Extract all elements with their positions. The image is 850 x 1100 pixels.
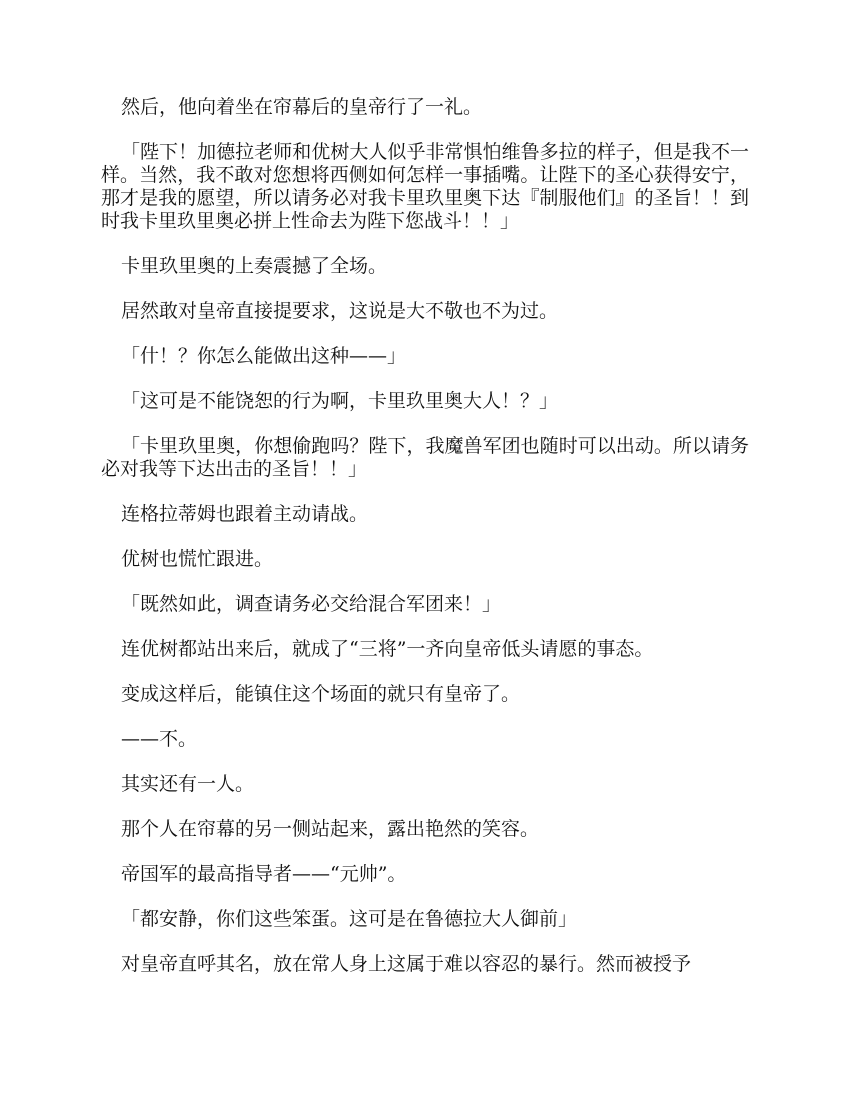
paragraph: 「这可是不能饶恕的行为啊，卡里玖里奥大人！？」: [121, 390, 559, 412]
paragraph: 然后，他向着坐在帘幕后的皇帝行了一礼。: [121, 96, 483, 118]
paragraph: 「陛下！加德拉老师和优树大人似乎非常惧怕维鲁多拉的样子，但是我不一样。当然，我不敢对您想将西侧如何怎样一事插嘴。让陛下的圣心获得安宁，那才是我的愿望，所以请务必对我卡里玖里奥下达『制服他们』的圣旨！！到时我卡里玖里奥必拼上性命去为陛下您战斗！！」: [101, 141, 749, 232]
paragraph: 「卡里玖里奥，你想偷跑吗？陛下，我魔兽军团也随时可以出动。所以请务必对我等下达出击的圣旨！！」: [101, 435, 749, 480]
paragraph: 居然敢对皇帝直接提要求，这说是大不敬也不为过。: [121, 300, 559, 322]
body-text: [101, 96, 749, 998]
paragraph: 「都安静，你们这些笨蛋。这可是在鲁德拉大人御前」: [121, 908, 578, 930]
paragraph: 变成这样后，能镇住这个场面的就只有皇帝了。: [121, 683, 521, 705]
paragraph: 帝国军的最高指导者——“元帅”。: [121, 863, 407, 885]
paragraph: 连优树都站出来后，就成了“三将”一齐向皇帝低头请愿的事态。: [121, 638, 654, 660]
paragraph: 那个人在帘幕的另一侧站起来，露出艳然的笑容。: [121, 818, 540, 840]
paragraph: 其实还有一人。: [121, 773, 255, 795]
paragraph: 优树也慌忙跟进。: [121, 548, 274, 570]
paragraph: ——不。: [121, 728, 198, 750]
paragraph: 「什！？你怎么能做出这种——」: [121, 345, 407, 367]
paragraph: 卡里玖里奥的上奏震撼了全场。: [121, 255, 388, 277]
paragraph: 连格拉蒂姆也跟着主动请战。: [121, 503, 369, 525]
paragraph: 「既然如此，调查请务必交给混合军团来！」: [121, 593, 502, 615]
paragraph: 对皇帝直呼其名，放在常人身上这属于难以容忍的暴行。然而被授予: [121, 953, 692, 975]
